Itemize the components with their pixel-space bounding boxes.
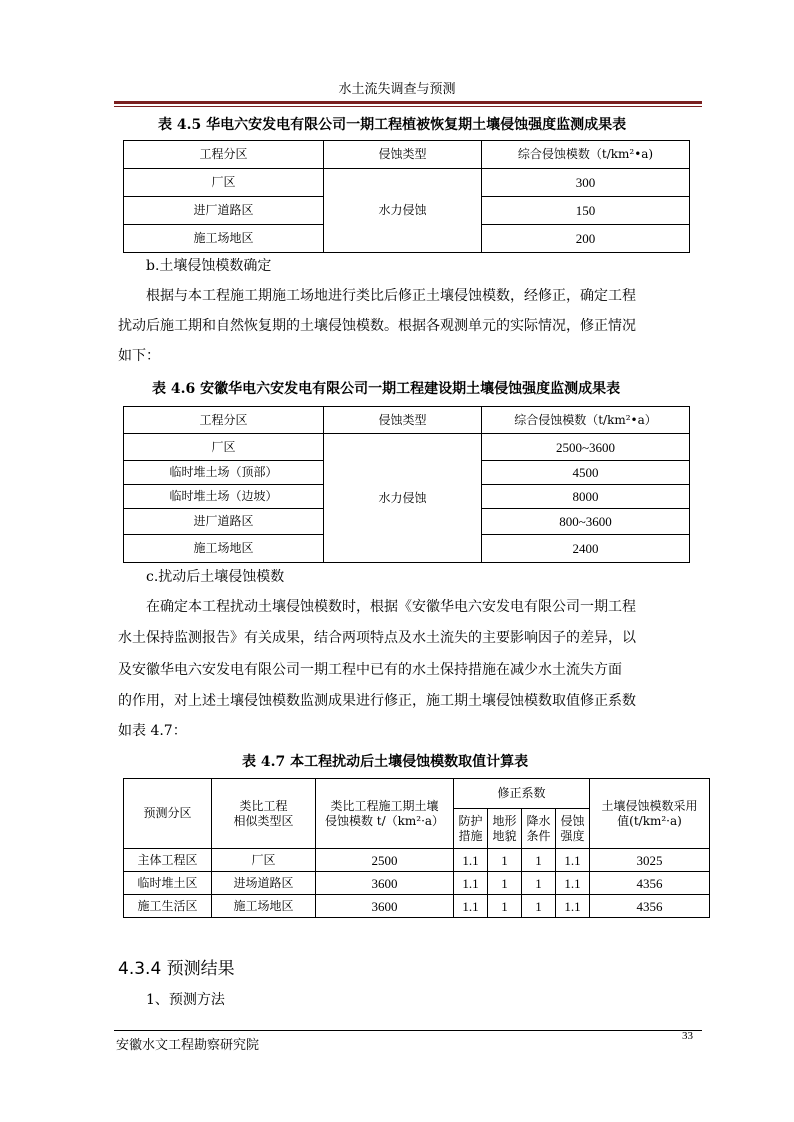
section-c-title: c.扰动后土壤侵蚀模数 (146, 569, 285, 585)
section-4-3-4-heading: 4.3.4 预测结果 (118, 959, 235, 979)
table-row (124, 169, 690, 197)
table-cell-erosion-type: 水力侵蚀 (324, 434, 482, 563)
table-cell-c3: 1 (522, 895, 556, 918)
table-cell-value: 4500 (482, 461, 690, 485)
table-4-5-header-zone: 工程分区 (124, 141, 324, 169)
section-c-line-1: 在确定本工程扰动土壤侵蚀模数时，根据《安徽华电六安发电有限公司一期工程 (146, 599, 636, 615)
header-c4-line-2: 强度 (560, 828, 585, 843)
table-cell-c4: 1.1 (556, 895, 590, 918)
table-cell-c2: 1 (488, 872, 522, 895)
table-cell-analog: 施工场地区 (212, 895, 316, 918)
table-4-5 (123, 140, 690, 253)
footer-rule (114, 1030, 702, 1031)
header-c3-line-2: 条件 (526, 828, 551, 843)
table-4-7-header-modulus (316, 779, 454, 849)
table-row (124, 895, 710, 918)
table-4-7-header-analog (212, 779, 316, 849)
table-4-7-header-zone: 预测分区 (124, 779, 212, 849)
table-cell-value: 800~3600 (482, 509, 690, 535)
table-4-6-header-modulus: 综合侵蚀模数（t/km²•a） (482, 407, 690, 434)
table-4-7-header-c1 (454, 809, 488, 849)
table-cell-zone: 施工场地区 (124, 225, 324, 253)
table-4-7-header-result (590, 779, 710, 849)
header-rule-thick (114, 101, 702, 104)
table-row (124, 849, 710, 872)
header-analog-line-1: 类比工程 (239, 798, 288, 813)
table-cell-c4: 1.1 (556, 872, 590, 895)
section-c-line-4: 的作用，对上述土壤侵蚀模数监测成果进行修正，施工期土壤侵蚀模数取值修正系数 (118, 693, 636, 709)
header-c1-line-1: 防护 (458, 813, 483, 828)
section-c-line-3: 及安徽华电六安发电有限公司一期工程中已有的水土保持措施在减少水土流失方面 (118, 662, 622, 678)
header-rule-thin (114, 106, 702, 107)
header-c3-line-1: 降水 (526, 813, 551, 828)
section-c-line-5: 如表 4.7： (118, 723, 187, 739)
table-cell-result: 4356 (590, 895, 710, 918)
header-c1-line-2: 措施 (458, 828, 483, 843)
table-cell-c4: 1.1 (556, 849, 590, 872)
table-cell-zone: 临时堆土场（边坡） (124, 485, 324, 509)
table-4-7 (123, 778, 710, 918)
table-cell-zone: 进厂道路区 (124, 509, 324, 535)
table-cell-zone: 施工生活区 (124, 895, 212, 918)
table-cell-c1: 1.1 (454, 872, 488, 895)
table-cell-value: 150 (482, 197, 690, 225)
header-c4-line-1: 侵蚀 (560, 813, 585, 828)
table-4-7-caption: 表 4.7 本工程扰动后土壤侵蚀模数取值计算表 (242, 754, 529, 770)
table-4-7-header-c3 (522, 809, 556, 849)
table-4-6-caption: 表 4.6 安徽华电六安发电有限公司一期工程建设期土壤侵蚀强度监测成果表 (152, 381, 621, 397)
table-cell-modulus: 2500 (316, 849, 454, 872)
section-4-3-4-item-1: 1、预测方法 (146, 992, 225, 1008)
table-cell-c1: 1.1 (454, 895, 488, 918)
table-cell-zone: 厂区 (124, 169, 324, 197)
section-b-line-1: 根据与本工程施工期施工场地进行类比后修正土壤侵蚀模数，经修正，确定工程 (146, 288, 636, 304)
section-b-title: b.土壤侵蚀模数确定 (146, 258, 272, 274)
table-4-7-header-coefficient: 修正系数 (454, 779, 590, 809)
table-cell-erosion-type: 水力侵蚀 (324, 169, 482, 253)
table-cell-zone: 临时堆土场（顶部） (124, 461, 324, 485)
section-b-line-2: 扰动后施工期和自然恢复期的土壤侵蚀模数。根据各观测单元的实际情况，修正情况 (118, 318, 636, 334)
table-row (124, 872, 710, 895)
table-cell-c3: 1 (522, 849, 556, 872)
table-4-5-header-type: 侵蚀类型 (324, 141, 482, 169)
header-modulus-line-1: 类比工程施工期土壤 (330, 798, 439, 813)
table-cell-result: 3025 (590, 849, 710, 872)
section-b-line-3: 如下： (118, 348, 160, 364)
table-4-6-header-type: 侵蚀类型 (324, 407, 482, 434)
header-c2-line-2: 地貌 (492, 828, 517, 843)
table-cell-modulus: 3600 (316, 895, 454, 918)
header-analog-line-2: 相似类型区 (233, 813, 294, 828)
table-row (124, 434, 690, 461)
section-c-line-2: 水土保持监测报告》有关成果，结合两项特点及水土流失的主要影响因子的差异，以 (118, 630, 636, 646)
header-result-line-2: 值(t/km²·a) (617, 813, 682, 828)
table-cell-c1: 1.1 (454, 849, 488, 872)
table-cell-value: 200 (482, 225, 690, 253)
table-cell-zone: 进厂道路区 (124, 197, 324, 225)
table-cell-c3: 1 (522, 872, 556, 895)
table-4-7-header-c2 (488, 809, 522, 849)
table-cell-c2: 1 (488, 849, 522, 872)
page-number: 33 (682, 1030, 693, 1042)
table-cell-zone: 临时堆土区 (124, 872, 212, 895)
table-4-6-header-zone: 工程分区 (124, 407, 324, 434)
table-cell-zone: 主体工程区 (124, 849, 212, 872)
header-c2-line-1: 地形 (492, 813, 517, 828)
table-4-6 (123, 406, 690, 563)
table-cell-analog: 厂区 (212, 849, 316, 872)
table-4-5-header-modulus: 综合侵蚀模数（t/km²•a) (482, 141, 690, 169)
table-cell-modulus: 3600 (316, 872, 454, 895)
table-cell-c2: 1 (488, 895, 522, 918)
footer-institute: 安徽水文工程勘察研究院 (116, 1038, 260, 1053)
table-cell-value: 8000 (482, 485, 690, 509)
table-4-7-header-c4 (556, 809, 590, 849)
table-cell-value: 2500~3600 (482, 434, 690, 461)
page-header: 水土流失调查与预测 (338, 82, 456, 97)
table-cell-analog: 进场道路区 (212, 872, 316, 895)
table-cell-result: 4356 (590, 872, 710, 895)
table-cell-value: 300 (482, 169, 690, 197)
table-4-5-caption: 表 4.5 华电六安发电有限公司一期工程植被恢复期土壤侵蚀强度监测成果表 (158, 117, 627, 133)
table-cell-zone: 施工场地区 (124, 535, 324, 563)
table-cell-zone: 厂区 (124, 434, 324, 461)
header-result-line-1: 土壤侵蚀模数采用 (601, 798, 698, 813)
header-modulus-line-2: 侵蚀模数 t/（km²·a） (324, 813, 445, 828)
table-cell-value: 2400 (482, 535, 690, 563)
